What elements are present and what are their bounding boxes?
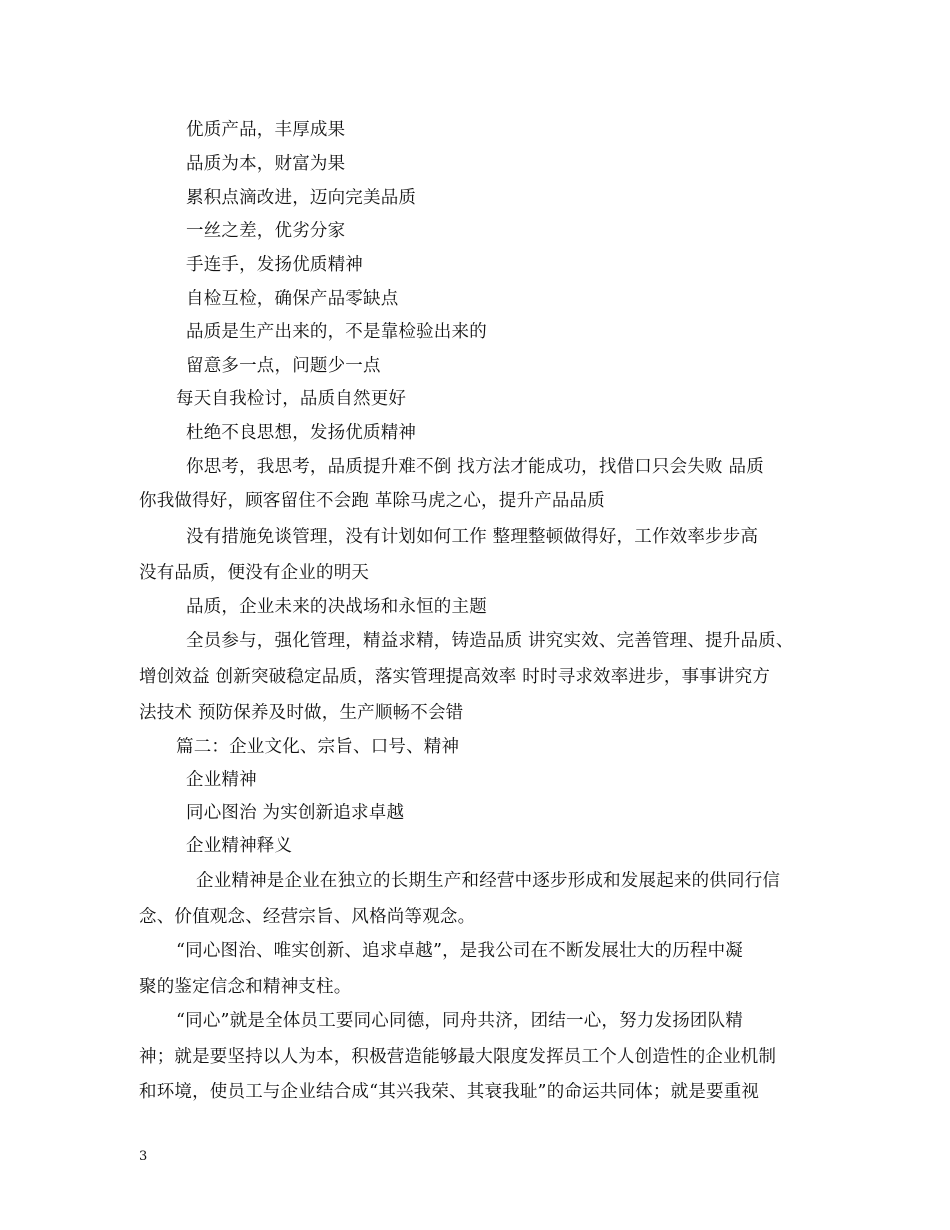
text-line: 手连手，发扬优质精神 <box>186 255 363 275</box>
text-line: 神；就是要坚持以人为本，积极营造能够最大限度发挥员工个人创造性的企业机制 <box>139 1047 777 1067</box>
text-line: 企业精神释义 <box>186 836 293 856</box>
text-line: 和环境，使员工与企业结合成“其兴我荣、其衰我耻”的命运共同体；就是要重视 <box>139 1082 760 1102</box>
text-line: 同心图治 为实创新追求卓越 <box>186 803 405 823</box>
text-line: 全员参与，强化管理，精益求精，铸造品质 讲究实效、完善管理、提升品质、 <box>186 631 794 651</box>
text-line: 你思考，我思考，品质提升难不倒 找方法才能成功，找借口只会失败 品质 <box>186 457 764 477</box>
text-line: 念、价值观念、经营宗旨、风格尚等观念。 <box>139 907 476 927</box>
text-line: 杜绝不良思想，发扬优质精神 <box>186 423 417 443</box>
text-line: 自检互检，确保产品零缺点 <box>186 289 399 309</box>
text-line: 企业精神是企业在独立的长期生产和经营中逐步形成和发展起来的供同行信 <box>196 871 781 891</box>
text-line: 你我做得好，顾客留住不会跑 革除马虎之心，提升产品品质 <box>139 491 605 511</box>
text-line: 品质为本，财富为果 <box>186 154 346 174</box>
text-line: 增创效益 创新突破稳定品质，落实管理提高效率 时时寻求效率进步，事事讲究方 <box>139 667 771 687</box>
section-heading: 篇二：企业文化、宗旨、口号、精神 <box>176 737 460 757</box>
text-line: 法技术 预防保养及时做，生产顺畅不会错 <box>139 703 464 723</box>
text-line: 聚的鉴定信念和精神支柱。 <box>139 977 352 997</box>
text-line: 没有品质，便没有企业的明天 <box>139 563 370 583</box>
text-line: 品质，企业未来的决战场和永恒的主题 <box>186 597 487 617</box>
text-line: “同心”就是全体员工要同心同德，同舟共济，团结一心，努力发扬团队精 <box>176 1011 743 1031</box>
text-line: 累积点滴改进，迈向完美品质 <box>186 188 417 208</box>
text-line: 企业精神 <box>186 770 257 790</box>
text-line: 留意多一点，问题少一点 <box>186 356 381 376</box>
text-line: “同心图治、唯实创新、追求卓越”，是我公司在不断发展壮大的历程中凝 <box>176 941 743 961</box>
page-number: 3 <box>139 1149 148 1164</box>
text-line: 没有措施免谈管理，没有计划如何工作 整理整顿做得好，工作效率步步高 <box>186 527 759 547</box>
text-line: 优质产品，丰厚成果 <box>186 120 346 140</box>
text-line: 品质是生产出来的，不是靠检验出来的 <box>186 322 487 342</box>
text-line: 一丝之差，优劣分家 <box>186 221 346 241</box>
text-line: 每天自我检讨，品质自然更好 <box>176 389 407 409</box>
